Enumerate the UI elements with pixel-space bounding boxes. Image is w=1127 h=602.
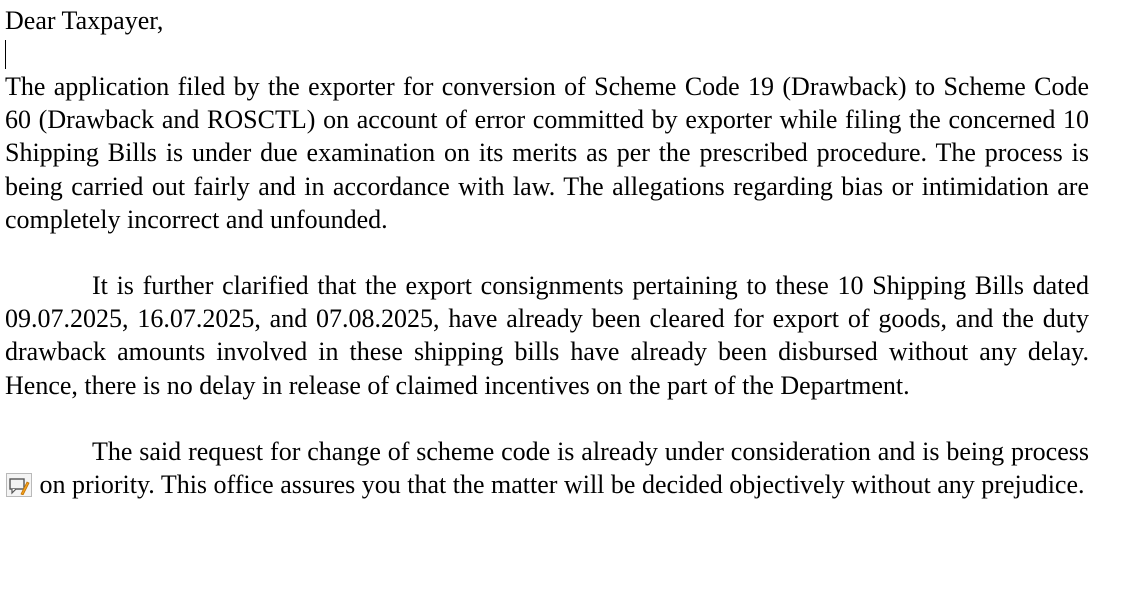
salutation: Dear Taxpayer, — [5, 6, 164, 35]
text-cursor — [5, 40, 6, 69]
empty-line-with-cursor[interactable] — [5, 37, 1089, 70]
paragraph-3-text-end: on priority. This office assures you that the matter will be decided objectively without any prejudice. — [33, 470, 1085, 500]
blank-line — [5, 236, 1089, 269]
paragraph-3 — [5, 435, 1089, 501]
edit-comment-icon[interactable] — [6, 473, 32, 497]
blank-line — [5, 402, 1089, 435]
document-body[interactable] — [5, 4, 1089, 501]
paragraph-1: The application filed by the exporter for conversion of Scheme Code 19 (Drawback) to Scheme Code 60 (Drawback and ROSCTL) on account of error committed by exporter while filing the concerned 10 Shipping Bills is under due examination on its merits as per the prescribed procedure. The process is being carried out fairly and in accordance with law. The allegations regarding bias or intimidation are completely incorrect and unfounded. — [5, 72, 1089, 234]
paragraph-3-text-start: The said request for change of scheme code is already under consideration and is being process — [92, 436, 1089, 466]
paragraph-2: It is further clarified that the export consignments pertaining to these 10 Shipping Bills dated 09.07.2025, 16.07.2025, and 07.08.2025, have already been cleared for export of goods, and the duty drawback amounts involved in these shipping bills have already been disbursed without any delay. Hence, there is no delay in release of claimed incentives on the part of the Department. — [5, 271, 1089, 400]
